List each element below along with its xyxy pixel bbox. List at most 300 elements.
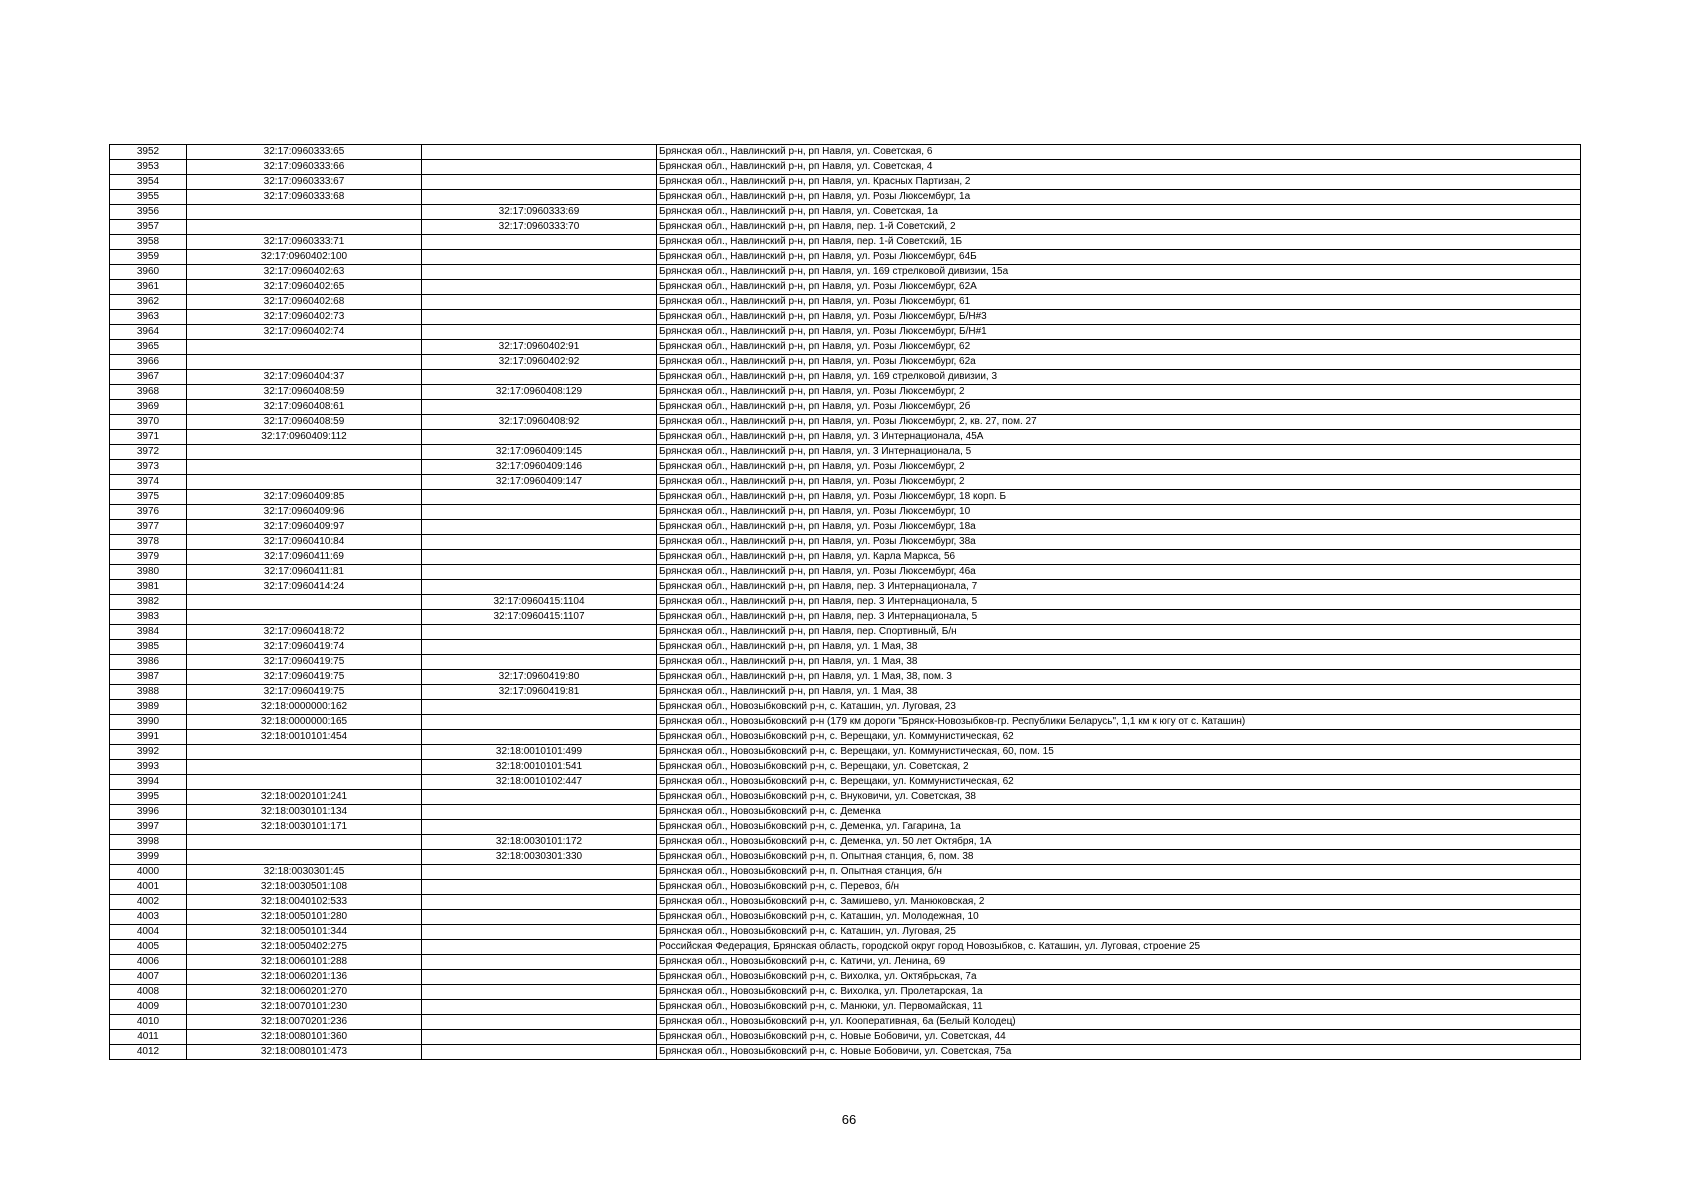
cadastral-number-cell	[187, 355, 422, 370]
cadastral-number-cell: 32:17:0960414:24	[187, 580, 422, 595]
cadastral-number-cell: 32:18:0060201:136	[187, 970, 422, 985]
sub-cadastral-number-cell	[422, 700, 657, 715]
sub-cadastral-number-cell	[422, 730, 657, 745]
table-row	[110, 820, 1581, 835]
sub-cadastral-number-cell	[422, 1030, 657, 1045]
table-row	[110, 730, 1581, 745]
row-number-cell: 4007	[110, 970, 187, 985]
row-number-cell: 3970	[110, 415, 187, 430]
address-cell: Брянская обл., Новозыбковский р-н, с. Замишево, ул. Манюковская, 2	[657, 895, 1581, 910]
address-cell: Брянская обл., Навлинский р-н, рп Навля, ул. Розы Люксембург, 62а	[657, 355, 1581, 370]
address-cell: Брянская обл., Новозыбковский р-н, с. Деменка, ул. Гагарина, 1а	[657, 820, 1581, 835]
table-row	[110, 715, 1581, 730]
address-cell: Брянская обл., Новозыбковский р-н, с. Вихолка, ул. Пролетарская, 1а	[657, 985, 1581, 1000]
sub-cadastral-number-cell: 32:17:0960408:92	[422, 415, 657, 430]
table-row	[110, 430, 1581, 445]
cadastral-number-cell: 32:17:0960404:37	[187, 370, 422, 385]
cadastral-number-cell	[187, 340, 422, 355]
table-row	[110, 325, 1581, 340]
cadastral-number-cell: 32:17:0960410:84	[187, 535, 422, 550]
table-row	[110, 790, 1581, 805]
row-number-cell: 3992	[110, 745, 187, 760]
cadastral-number-cell: 32:17:0960402:74	[187, 325, 422, 340]
row-number-cell: 3974	[110, 475, 187, 490]
sub-cadastral-number-cell	[422, 970, 657, 985]
sub-cadastral-number-cell: 32:17:0960419:81	[422, 685, 657, 700]
cadastral-number-cell	[187, 460, 422, 475]
address-cell: Брянская обл., Новозыбковский р-н, п. Опытная станция, 6, пом. 38	[657, 850, 1581, 865]
table-row	[110, 985, 1581, 1000]
table-row	[110, 595, 1581, 610]
address-cell: Брянская обл., Новозыбковский р-н, с. Новые Бобовичи, ул. Советская, 44	[657, 1030, 1581, 1045]
row-number-cell: 3959	[110, 250, 187, 265]
row-number-cell: 3991	[110, 730, 187, 745]
table-row	[110, 865, 1581, 880]
table-row	[110, 385, 1581, 400]
sub-cadastral-number-cell: 32:17:0960333:69	[422, 205, 657, 220]
table-row	[110, 295, 1581, 310]
table-row	[110, 265, 1581, 280]
address-cell: Брянская обл., Новозыбковский р-н, с. Перевоз, б/н	[657, 880, 1581, 895]
cadastral-number-cell: 32:17:0960333:67	[187, 175, 422, 190]
table-row	[110, 580, 1581, 595]
cadastral-number-cell	[187, 475, 422, 490]
address-cell: Брянская обл., Новозыбковский р-н, с. Каташин, ул. Луговая, 25	[657, 925, 1581, 940]
row-number-cell: 4012	[110, 1045, 187, 1060]
address-cell: Брянская обл., Навлинский р-н, рп Навля, пер. 3 Интернационала, 7	[657, 580, 1581, 595]
table-row	[110, 1045, 1581, 1060]
row-number-cell: 3968	[110, 385, 187, 400]
address-cell: Брянская обл., Навлинский р-н, рп Навля, ул. 1 Мая, 38	[657, 640, 1581, 655]
cadastral-number-cell: 32:17:0960333:65	[187, 145, 422, 160]
cadastral-number-cell: 32:17:0960409:85	[187, 490, 422, 505]
table-row	[110, 565, 1581, 580]
row-number-cell: 3981	[110, 580, 187, 595]
row-number-cell: 3956	[110, 205, 187, 220]
cadastral-number-cell	[187, 745, 422, 760]
address-cell: Брянская обл., Новозыбковский р-н, п. Опытная станция, б/н	[657, 865, 1581, 880]
sub-cadastral-number-cell	[422, 985, 657, 1000]
sub-cadastral-number-cell	[422, 430, 657, 445]
cadastral-number-cell: 32:18:0020101:241	[187, 790, 422, 805]
address-cell: Брянская обл., Новозыбковский р-н, с. Деменка	[657, 805, 1581, 820]
sub-cadastral-number-cell: 32:18:0010101:499	[422, 745, 657, 760]
cadastral-number-cell: 32:18:0070101:230	[187, 1000, 422, 1015]
table-row	[110, 190, 1581, 205]
cadastral-number-cell: 32:18:0000000:165	[187, 715, 422, 730]
cadastral-number-cell: 32:17:0960409:96	[187, 505, 422, 520]
sub-cadastral-number-cell: 32:17:0960333:70	[422, 220, 657, 235]
row-number-cell: 3972	[110, 445, 187, 460]
cadastral-number-cell: 32:17:0960408:59	[187, 415, 422, 430]
cadastral-number-cell: 32:17:0960402:73	[187, 310, 422, 325]
sub-cadastral-number-cell	[422, 865, 657, 880]
cadastral-number-cell: 32:17:0960402:63	[187, 265, 422, 280]
address-cell: Брянская обл., Навлинский р-н, рп Навля, ул. 169 стрелковой дивизии, 3	[657, 370, 1581, 385]
table-row	[110, 745, 1581, 760]
address-cell: Брянская обл., Новозыбковский р-н, с. Каташин, ул. Молодежная, 10	[657, 910, 1581, 925]
address-cell: Брянская обл., Навлинский р-н, рп Навля, ул. Красных Партизан, 2	[657, 175, 1581, 190]
table-row	[110, 970, 1581, 985]
table-row	[110, 880, 1581, 895]
sub-cadastral-number-cell: 32:17:0960402:91	[422, 340, 657, 355]
row-number-cell: 4000	[110, 865, 187, 880]
address-cell: Брянская обл., Новозыбковский р-н (179 км дороги "Брянск-Новозыбков-гр. Республики Беларусь", 1,1 км к югу от с. Каташин)	[657, 715, 1581, 730]
cadastral-number-cell: 32:18:0010101:454	[187, 730, 422, 745]
row-number-cell: 3975	[110, 490, 187, 505]
address-cell: Брянская обл., Навлинский р-н, рп Навля, ул. Розы Люксембург, 64Б	[657, 250, 1581, 265]
sub-cadastral-number-cell	[422, 505, 657, 520]
row-number-cell: 3960	[110, 265, 187, 280]
row-number-cell: 3996	[110, 805, 187, 820]
sub-cadastral-number-cell	[422, 325, 657, 340]
cadastral-number-cell	[187, 205, 422, 220]
row-number-cell: 3982	[110, 595, 187, 610]
table-row	[110, 775, 1581, 790]
sub-cadastral-number-cell	[422, 910, 657, 925]
address-cell: Брянская обл., Навлинский р-н, рп Навля, ул. Розы Люксембург, 18 корп. Б	[657, 490, 1581, 505]
table-row	[110, 280, 1581, 295]
row-number-cell: 3954	[110, 175, 187, 190]
address-cell: Брянская обл., Навлинский р-н, рп Навля, пер. 3 Интернационала, 5	[657, 610, 1581, 625]
cadastral-number-cell: 32:17:0960402:100	[187, 250, 422, 265]
table-row	[110, 925, 1581, 940]
cadastral-number-cell: 32:18:0000000:162	[187, 700, 422, 715]
row-number-cell: 3978	[110, 535, 187, 550]
address-cell: Брянская обл., Новозыбковский р-н, с. Верещаки, ул. Коммунистическая, 62	[657, 730, 1581, 745]
row-number-cell: 4003	[110, 910, 187, 925]
row-number-cell: 3994	[110, 775, 187, 790]
row-number-cell: 3998	[110, 835, 187, 850]
sub-cadastral-number-cell	[422, 625, 657, 640]
address-cell: Брянская обл., Новозыбковский р-н, с. Вихолка, ул. Октябрьская, 7а	[657, 970, 1581, 985]
sub-cadastral-number-cell: 32:18:0030101:172	[422, 835, 657, 850]
address-cell: Брянская обл., Навлинский р-н, рп Навля, пер. 1-й Советский, 1Б	[657, 235, 1581, 250]
sub-cadastral-number-cell	[422, 295, 657, 310]
sub-cadastral-number-cell: 32:17:0960409:145	[422, 445, 657, 460]
table-row	[110, 685, 1581, 700]
table-row	[110, 910, 1581, 925]
table-row	[110, 235, 1581, 250]
row-number-cell: 3953	[110, 160, 187, 175]
table-row	[110, 355, 1581, 370]
row-number-cell: 4004	[110, 925, 187, 940]
table-row	[110, 370, 1581, 385]
cadastral-number-cell: 32:18:0050101:280	[187, 910, 422, 925]
table-row	[110, 1015, 1581, 1030]
row-number-cell: 3964	[110, 325, 187, 340]
address-cell: Брянская обл., Навлинский р-н, рп Навля, ул. Розы Люксембург, 2б	[657, 400, 1581, 415]
sub-cadastral-number-cell: 32:17:0960419:80	[422, 670, 657, 685]
sub-cadastral-number-cell	[422, 160, 657, 175]
address-cell: Брянская обл., Новозыбковский р-н, с. Деменка, ул. 50 лет Октября, 1А	[657, 835, 1581, 850]
address-cell: Брянская обл., Навлинский р-н, рп Навля, ул. 1 Мая, 38	[657, 655, 1581, 670]
table-row	[110, 640, 1581, 655]
table-row	[110, 505, 1581, 520]
row-number-cell: 3987	[110, 670, 187, 685]
sub-cadastral-number-cell	[422, 535, 657, 550]
sub-cadastral-number-cell: 32:18:0010102:447	[422, 775, 657, 790]
row-number-cell: 4010	[110, 1015, 187, 1030]
row-number-cell: 4001	[110, 880, 187, 895]
row-number-cell: 3985	[110, 640, 187, 655]
address-cell: Брянская обл., Навлинский р-н, рп Навля, ул. 3 Интернационала, 5	[657, 445, 1581, 460]
address-cell: Брянская обл., Навлинский р-н, рп Навля, ул. Розы Люксембург, 10	[657, 505, 1581, 520]
table-row	[110, 850, 1581, 865]
table-row	[110, 145, 1581, 160]
address-cell: Брянская обл., Навлинский р-н, рп Навля, ул. Розы Люксембург, 38а	[657, 535, 1581, 550]
cadastral-number-cell: 32:18:0030501:108	[187, 880, 422, 895]
sub-cadastral-number-cell	[422, 895, 657, 910]
address-cell: Брянская обл., Навлинский р-н, рп Навля, ул. Розы Люксембург, 2	[657, 475, 1581, 490]
table-row	[110, 535, 1581, 550]
row-number-cell: 3969	[110, 400, 187, 415]
table-row	[110, 610, 1581, 625]
row-number-cell: 3995	[110, 790, 187, 805]
row-number-cell: 3983	[110, 610, 187, 625]
address-cell: Брянская обл., Навлинский р-н, рп Навля, ул. Розы Люксембург, 46а	[657, 565, 1581, 580]
cadastral-number-cell: 32:17:0960411:81	[187, 565, 422, 580]
row-number-cell: 3984	[110, 625, 187, 640]
table-row	[110, 400, 1581, 415]
sub-cadastral-number-cell	[422, 265, 657, 280]
sub-cadastral-number-cell	[422, 640, 657, 655]
sub-cadastral-number-cell	[422, 1045, 657, 1060]
table-row	[110, 490, 1581, 505]
table-row	[110, 760, 1581, 775]
table-row	[110, 475, 1581, 490]
cadastral-number-cell: 32:17:0960333:71	[187, 235, 422, 250]
address-cell: Брянская обл., Новозыбковский р-н, с. Каташин, ул. Луговая, 23	[657, 700, 1581, 715]
table-row	[110, 670, 1581, 685]
table-row	[110, 1000, 1581, 1015]
row-number-cell: 3980	[110, 565, 187, 580]
row-number-cell: 4009	[110, 1000, 187, 1015]
cadastral-number-cell: 32:17:0960418:72	[187, 625, 422, 640]
row-number-cell: 3958	[110, 235, 187, 250]
address-cell: Брянская обл., Навлинский р-н, рп Навля, ул. Карла Маркса, 56	[657, 550, 1581, 565]
cadastral-number-cell: 32:17:0960408:59	[187, 385, 422, 400]
row-number-cell: 4006	[110, 955, 187, 970]
address-cell: Брянская обл., Навлинский р-н, рп Навля, пер. Спортивный, Б/н	[657, 625, 1581, 640]
address-cell: Брянская обл., Навлинский р-н, рп Навля, ул. Розы Люксембург, 62	[657, 340, 1581, 355]
sub-cadastral-number-cell	[422, 235, 657, 250]
cadastral-number-cell	[187, 220, 422, 235]
table-row	[110, 955, 1581, 970]
address-cell: Брянская обл., Навлинский р-н, рп Навля, ул. Розы Люксембург, 2, кв. 27, пом. 27	[657, 415, 1581, 430]
row-number-cell: 3957	[110, 220, 187, 235]
cadastral-number-cell: 32:17:0960408:61	[187, 400, 422, 415]
address-cell: Брянская обл., Навлинский р-н, рп Навля, ул. 169 стрелковой дивизии, 15а	[657, 265, 1581, 280]
sub-cadastral-number-cell	[422, 880, 657, 895]
sub-cadastral-number-cell	[422, 580, 657, 595]
cadastral-number-cell: 32:17:0960402:68	[187, 295, 422, 310]
table-row	[110, 160, 1581, 175]
cadastral-number-cell: 32:17:0960411:69	[187, 550, 422, 565]
cadastral-number-cell: 32:17:0960419:74	[187, 640, 422, 655]
address-cell: Брянская обл., Новозыбковский р-н, с. Верещаки, ул. Коммунистическая, 62	[657, 775, 1581, 790]
sub-cadastral-number-cell	[422, 655, 657, 670]
sub-cadastral-number-cell	[422, 490, 657, 505]
row-number-cell: 3979	[110, 550, 187, 565]
sub-cadastral-number-cell: 32:17:0960415:1107	[422, 610, 657, 625]
table-row	[110, 1030, 1581, 1045]
sub-cadastral-number-cell	[422, 175, 657, 190]
table-row	[110, 550, 1581, 565]
cadastral-number-cell	[187, 775, 422, 790]
cadastral-number-cell: 32:18:0070201:236	[187, 1015, 422, 1030]
cadastral-number-cell	[187, 835, 422, 850]
sub-cadastral-number-cell	[422, 250, 657, 265]
sub-cadastral-number-cell	[422, 715, 657, 730]
sub-cadastral-number-cell	[422, 1000, 657, 1015]
cadastral-number-cell: 32:18:0030101:134	[187, 805, 422, 820]
cadastral-number-cell: 32:18:0060201:270	[187, 985, 422, 1000]
row-number-cell: 3990	[110, 715, 187, 730]
table-row	[110, 445, 1581, 460]
row-number-cell: 3963	[110, 310, 187, 325]
cadastral-number-cell: 32:17:0960409:97	[187, 520, 422, 535]
sub-cadastral-number-cell	[422, 370, 657, 385]
cadastral-number-cell	[187, 595, 422, 610]
cadastral-number-cell: 32:17:0960409:112	[187, 430, 422, 445]
cadastral-number-cell	[187, 610, 422, 625]
address-cell: Брянская обл., Навлинский р-н, рп Навля, ул. Советская, 4	[657, 160, 1581, 175]
sub-cadastral-number-cell	[422, 565, 657, 580]
table-row	[110, 205, 1581, 220]
address-cell: Российская Федерация, Брянская область, городской округ город Новозыбков, с. Каташин, ул. Луговая, строение 25	[657, 940, 1581, 955]
sub-cadastral-number-cell	[422, 310, 657, 325]
row-number-cell: 3993	[110, 760, 187, 775]
address-cell: Брянская обл., Новозыбковский р-н, с. Манюки, ул. Первомайская, 11	[657, 1000, 1581, 1015]
address-cell: Брянская обл., Новозыбковский р-н, с. Верещаки, ул. Советская, 2	[657, 760, 1581, 775]
cadastral-number-cell	[187, 445, 422, 460]
sub-cadastral-number-cell: 32:17:0960415:1104	[422, 595, 657, 610]
cadastral-number-cell: 32:18:0030101:171	[187, 820, 422, 835]
address-cell: Брянская обл., Навлинский р-н, рп Навля, ул. Розы Люксембург, 1а	[657, 190, 1581, 205]
row-number-cell: 3988	[110, 685, 187, 700]
address-cell: Брянская обл., Навлинский р-н, рп Навля, ул. Розы Люксембург, 2	[657, 385, 1581, 400]
property-register-table	[109, 144, 1581, 1060]
address-cell: Брянская обл., Навлинский р-н, рп Навля, ул. 1 Мая, 38, пом. 3	[657, 670, 1581, 685]
cadastral-number-cell: 32:17:0960419:75	[187, 655, 422, 670]
sub-cadastral-number-cell: 32:18:0030301:330	[422, 850, 657, 865]
sub-cadastral-number-cell	[422, 550, 657, 565]
row-number-cell: 4005	[110, 940, 187, 955]
row-number-cell: 4008	[110, 985, 187, 1000]
cadastral-number-cell: 32:17:0960333:68	[187, 190, 422, 205]
row-number-cell: 3971	[110, 430, 187, 445]
row-number-cell: 3986	[110, 655, 187, 670]
cadastral-number-cell: 32:17:0960419:75	[187, 670, 422, 685]
row-number-cell: 4011	[110, 1030, 187, 1045]
row-number-cell: 3967	[110, 370, 187, 385]
cadastral-number-cell	[187, 850, 422, 865]
address-cell: Брянская обл., Навлинский р-н, рп Навля, пер. 3 Интернационала, 5	[657, 595, 1581, 610]
row-number-cell: 3977	[110, 520, 187, 535]
cadastral-number-cell: 32:18:0050402:275	[187, 940, 422, 955]
sub-cadastral-number-cell	[422, 1015, 657, 1030]
address-cell: Брянская обл., Новозыбковский р-н, с. Внуковичи, ул. Советская, 38	[657, 790, 1581, 805]
address-cell: Брянская обл., Навлинский р-н, рп Навля, ул. Советская, 6	[657, 145, 1581, 160]
cadastral-number-cell: 32:17:0960402:65	[187, 280, 422, 295]
row-number-cell: 3965	[110, 340, 187, 355]
cadastral-number-cell: 32:18:0080101:473	[187, 1045, 422, 1060]
sub-cadastral-number-cell	[422, 955, 657, 970]
table-row	[110, 460, 1581, 475]
sub-cadastral-number-cell	[422, 820, 657, 835]
row-number-cell: 3973	[110, 460, 187, 475]
cadastral-number-cell: 32:18:0060101:288	[187, 955, 422, 970]
cadastral-number-cell: 32:17:0960333:66	[187, 160, 422, 175]
sub-cadastral-number-cell: 32:17:0960402:92	[422, 355, 657, 370]
address-cell: Брянская обл., Навлинский р-н, рп Навля, ул. Розы Люксембург, 62А	[657, 280, 1581, 295]
row-number-cell: 3989	[110, 700, 187, 715]
sub-cadastral-number-cell	[422, 190, 657, 205]
table-row	[110, 310, 1581, 325]
cadastral-number-cell: 32:18:0080101:360	[187, 1030, 422, 1045]
sub-cadastral-number-cell: 32:17:0960409:147	[422, 475, 657, 490]
address-cell: Брянская обл., Навлинский р-н, рп Навля, ул. 1 Мая, 38	[657, 685, 1581, 700]
page-number: 66	[841, 1112, 857, 1127]
address-cell: Брянская обл., Новозыбковский р-н, с. Новые Бобовичи, ул. Советская, 75а	[657, 1045, 1581, 1060]
table-row	[110, 700, 1581, 715]
sub-cadastral-number-cell	[422, 520, 657, 535]
row-number-cell: 3997	[110, 820, 187, 835]
table-row	[110, 220, 1581, 235]
table-row	[110, 940, 1581, 955]
address-cell: Брянская обл., Навлинский р-н, рп Навля, ул. 3 Интернационала, 45А	[657, 430, 1581, 445]
cadastral-number-cell: 32:18:0030301:45	[187, 865, 422, 880]
table-row	[110, 250, 1581, 265]
cadastral-number-cell: 32:18:0050101:344	[187, 925, 422, 940]
sub-cadastral-number-cell	[422, 400, 657, 415]
table-row	[110, 625, 1581, 640]
sub-cadastral-number-cell	[422, 805, 657, 820]
sub-cadastral-number-cell	[422, 280, 657, 295]
table-row	[110, 655, 1581, 670]
row-number-cell: 4002	[110, 895, 187, 910]
row-number-cell: 3955	[110, 190, 187, 205]
address-cell: Брянская обл., Новозыбковский р-н, с. Катичи, ул. Ленина, 69	[657, 955, 1581, 970]
row-number-cell: 3961	[110, 280, 187, 295]
address-cell: Брянская обл., Навлинский р-н, рп Навля, ул. Розы Люксембург, Б/Н#1	[657, 325, 1581, 340]
address-cell: Брянская обл., Новозыбковский р-н, ул. Кооперативная, 6а (Белый Колодец)	[657, 1015, 1581, 1030]
address-cell: Брянская обл., Навлинский р-н, рп Навля, ул. Розы Люксембург, 61	[657, 295, 1581, 310]
sub-cadastral-number-cell	[422, 790, 657, 805]
sub-cadastral-number-cell: 32:18:0010101:541	[422, 760, 657, 775]
address-cell: Брянская обл., Навлинский р-н, рп Навля, ул. Советская, 1а	[657, 205, 1581, 220]
table-row	[110, 340, 1581, 355]
cadastral-number-cell	[187, 760, 422, 775]
table-row	[110, 805, 1581, 820]
table-row	[110, 415, 1581, 430]
row-number-cell: 3976	[110, 505, 187, 520]
sub-cadastral-number-cell	[422, 145, 657, 160]
row-number-cell: 3952	[110, 145, 187, 160]
row-number-cell: 3966	[110, 355, 187, 370]
row-number-cell: 3962	[110, 295, 187, 310]
table-row	[110, 175, 1581, 190]
sub-cadastral-number-cell	[422, 925, 657, 940]
address-cell: Брянская обл., Навлинский р-н, рп Навля, ул. Розы Люксембург, Б/Н#3	[657, 310, 1581, 325]
table-row	[110, 520, 1581, 535]
address-cell: Брянская обл., Навлинский р-н, рп Навля, ул. Розы Люксембург, 18а	[657, 520, 1581, 535]
address-cell: Брянская обл., Новозыбковский р-н, с. Верещаки, ул. Коммунистическая, 60, пом. 15	[657, 745, 1581, 760]
sub-cadastral-number-cell: 32:17:0960409:146	[422, 460, 657, 475]
row-number-cell: 3999	[110, 850, 187, 865]
table-row	[110, 835, 1581, 850]
